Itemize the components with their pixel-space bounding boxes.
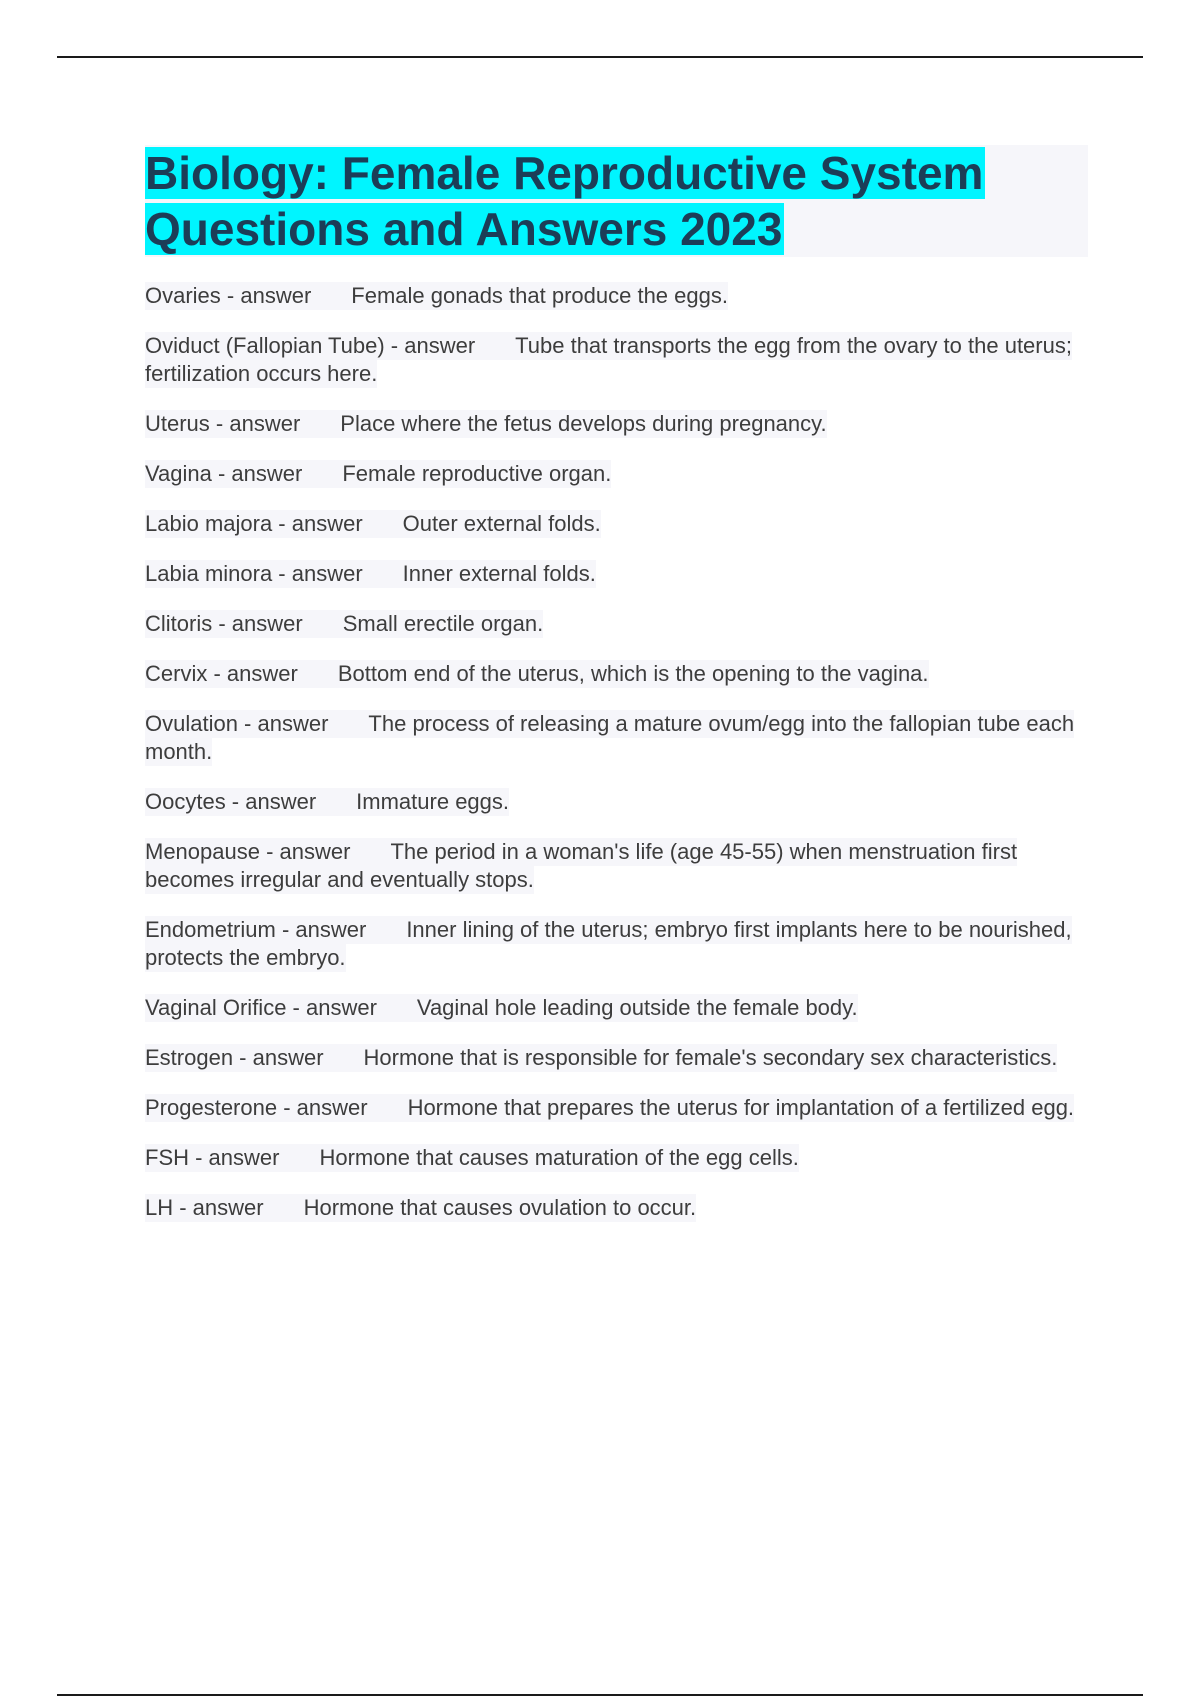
title-block [145,145,1088,257]
qa-entry [145,838,1095,894]
qa-entry [145,1094,1095,1122]
qa-definition: Hormone that prepares the uterus for implantation of a fertilized egg. [407,1095,1075,1120]
qa-entry-text [145,710,1074,766]
qa-entry-text [145,1044,1057,1072]
qa-term: Menopause - answer [145,839,351,864]
qa-term: Ovaries - answer [145,283,312,308]
qa-entry [145,1194,1095,1222]
qa-definition: Inner lining of the uterus; embryo first implants here to be nourished, protects the embryo. [145,917,1072,970]
qa-entry-text [145,916,1072,972]
qa-definition: Small erectile organ. [342,611,544,636]
qa-term: Ovulation - answer [145,711,329,736]
qa-term: Oviduct (Fallopian Tube) - answer [145,333,476,358]
qa-definition: Outer external folds. [402,511,601,536]
qa-definition: The period in a woman's life (age 45-55) when menstruation first becomes irregular and eventually stops. [145,839,1018,892]
qa-entry [145,610,1095,638]
qa-entry [145,460,1095,488]
title-line-1: Biology: Female Reproductive System [145,147,984,199]
qa-entry [145,510,1095,538]
qa-definition: Immature eggs. [356,789,510,814]
qa-entry-text [145,460,611,488]
qa-definition: Place where the fetus develops during pregnancy. [340,411,827,436]
qa-entry-text [145,1094,1074,1122]
qa-entry [145,660,1095,688]
qa-entry-text [145,838,1017,894]
qa-entry-text [145,560,596,588]
qa-entry-text [145,1144,799,1172]
title-line-2: Questions and Answers 2023 [145,203,783,255]
footer-rule [57,1694,1143,1696]
qa-entry-text [145,788,509,816]
qa-definition: Hormone that is responsible for female's secondary sex characteristics. [363,1045,1058,1070]
qa-term: Uterus - answer [145,411,301,436]
qa-entry [145,1144,1095,1172]
qa-entry-text [145,410,827,438]
qa-term: Estrogen - answer [145,1045,324,1070]
qa-entry [145,282,1095,310]
qa-entry [145,994,1095,1022]
qa-entry-text [145,332,1072,388]
qa-entry [145,1044,1095,1072]
qa-term: Cervix - answer [145,661,298,686]
qa-entry [145,916,1095,972]
qa-term: Vaginal Orifice - answer [145,995,377,1020]
qa-list [145,282,1095,1244]
qa-definition: Female gonads that produce the eggs. [351,283,728,308]
qa-entry-text [145,994,858,1022]
header-rule [57,56,1143,58]
qa-term: Endometrium - answer [145,917,367,942]
qa-term: Progesterone - answer [145,1095,368,1120]
qa-definition: Hormone that causes maturation of the egg cells. [319,1145,799,1170]
qa-entry-text [145,1194,696,1222]
qa-entry [145,560,1095,588]
qa-definition: Bottom end of the uterus, which is the opening to the vagina. [337,661,929,686]
qa-definition: Inner external folds. [402,561,596,586]
qa-entry [145,332,1095,388]
qa-term: Labia minora - answer [145,561,363,586]
qa-term: Oocytes - answer [145,789,317,814]
qa-term: FSH - answer [145,1145,280,1170]
qa-term: Clitoris - answer [145,611,303,636]
qa-entry-text [145,510,601,538]
qa-entry [145,410,1095,438]
qa-entry-text [145,610,543,638]
qa-definition: Vaginal hole leading outside the female body. [416,995,858,1020]
qa-entry [145,710,1095,766]
qa-term: Vagina - answer [145,461,303,486]
qa-definition: Female reproductive organ. [342,461,612,486]
qa-definition: Hormone that causes ovulation to occur. [303,1195,697,1220]
qa-definition: Tube that transports the egg from the ovary to the uterus; fertilization occurs here. [145,333,1072,386]
qa-term: Labio majora - answer [145,511,363,536]
qa-entry-text [145,660,929,688]
page-title [145,145,1088,257]
qa-definition: The process of releasing a mature ovum/egg into the fallopian tube each month. [145,711,1075,764]
qa-entry [145,788,1095,816]
qa-entry-text [145,282,728,310]
qa-term: LH - answer [145,1195,264,1220]
